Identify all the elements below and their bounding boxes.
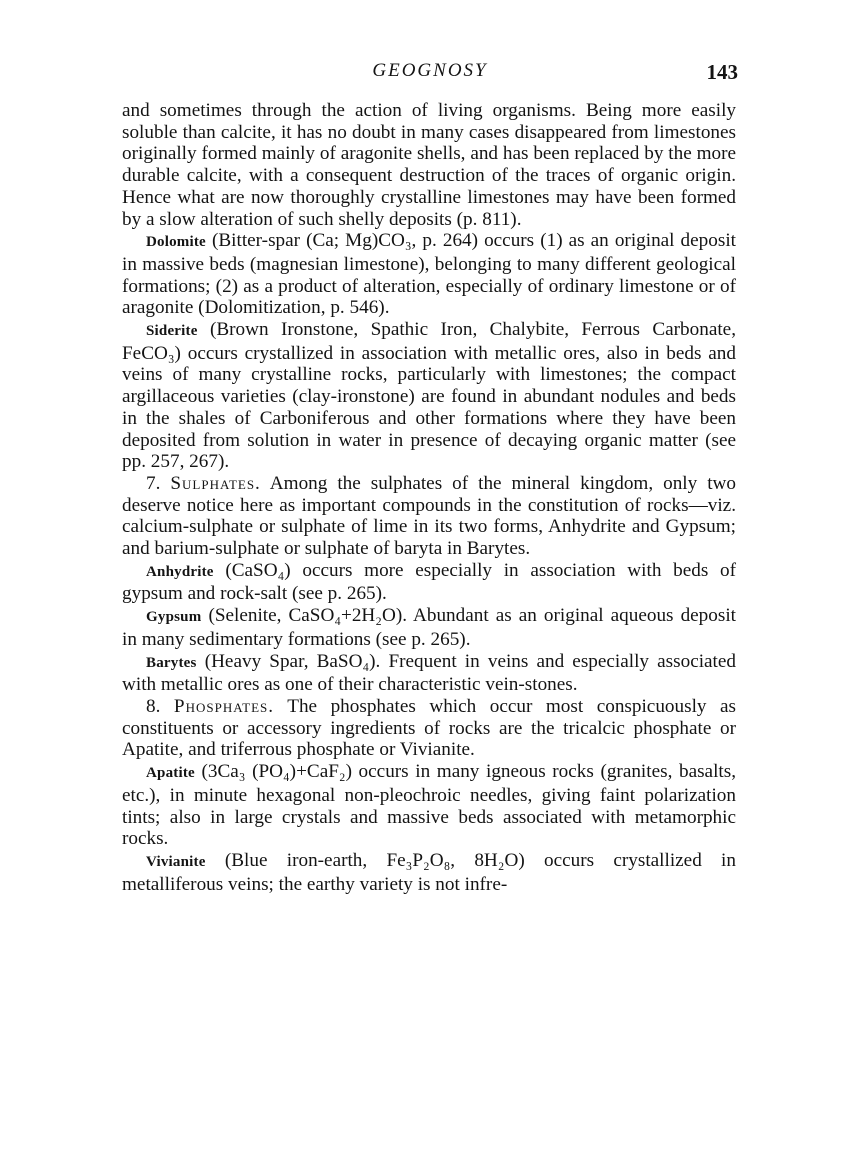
paragraph-text: and sometimes through the action of living organisms. Being more easily soluble than calcite, it has no doubt in many cases disappeared from limestones originally formed mainly of aragonite shells, and has been replaced by the more durable calcite, with a consequent destruction of the traces of organic origin. Hence what are now thoroughly crystalline limestones may have been formed by a slow alteration of such shelly deposits (p. 811). [122, 100, 736, 230]
section-heading-phosphates: Phosphates. [173, 695, 275, 717]
body-text [122, 100, 736, 895]
paragraph-dolomite [122, 230, 736, 319]
paragraph-vivianite [122, 850, 736, 895]
paragraph-apatite [122, 761, 736, 850]
paragraph-text: (Bitter-spar (Ca; Mg)CO₃, p. 264) occurs (1) as an original deposit in massive beds (magnesian limestone), belonging to many different geological formations; (2) as a product of alteration, especially of ordinary limestone or of aragonite (Dolomitization, p. 546). [122, 230, 736, 319]
paragraph-sulphates [122, 473, 736, 560]
paragraph-aragonite-continued [122, 100, 736, 230]
paragraph-text: (3Ca₃ (PO₄)+CaF₂) occurs in many igneous rocks (granites, basalts, etc.), in minute hexagonal non-pleochroic needles, giving faint polarization tints; also in large crystals and massive beds associated with metamorphic rocks. [122, 761, 736, 850]
paragraph-text: Among the sulphates of the mineral kingdom, only two deserve notice here as important compounds in the constitution of rocks—viz. calcium-sulphate or sulphate of lime in its two forms, Anhydrite and Gypsum; and barium-sulphate or sulphate of baryta in Barytes. [122, 472, 736, 560]
paragraph-anhydrite [122, 560, 736, 605]
paragraph-text: (Brown Ironstone, Spathic Iron, Chalybite, Ferrous Carbonate, FeCO₃) occurs crystallized in association with metallic ores, also in beds and veins of many crystalline rocks, particularly with limestones; the compact argillaceous varieties (clay-ironstone) are found in abundant nodules and beds in the shales of Carboniferous and other formations where they have been deposited from solution in water in presence of decaying organic matter (see pp. 257, 267). [122, 319, 736, 473]
mineral-term-apatite: Apatite [146, 765, 195, 782]
page-header [122, 60, 738, 90]
section-heading-sulphates: Sulphates. [170, 472, 261, 494]
mineral-term-anhydrite: Anhydrite [146, 563, 214, 580]
paragraph-siderite [122, 319, 736, 473]
section-number: 8. [146, 695, 161, 717]
paragraph-text: (CaSO₄) occurs more especially in association with beds of gypsum and rock-salt (see p. 265). [122, 559, 736, 605]
paragraph-text: (Blue iron-earth, Fe₃P₂O₈, 8H₂O) occurs crystallized in metalliferous veins; the earthy variety is not infre- [122, 849, 736, 895]
mineral-term-gypsum: Gypsum [146, 609, 202, 626]
paragraph-gypsum [122, 605, 736, 650]
paragraph-text: (Heavy Spar, BaSO₄). Frequent in veins and especially associated with metallic ores as one of their characteristic vein-stones. [122, 650, 736, 696]
paragraph-text: (Selenite, CaSO₄+2H₂O). Abundant as an original aqueous deposit in many sedimentary formations (see p. 265). [122, 605, 736, 650]
paragraph-phosphates [122, 696, 736, 761]
mineral-term-siderite: Siderite [146, 323, 198, 340]
mineral-term-vivianite: Vivianite [146, 853, 206, 870]
mineral-term-barytes: Barytes [146, 654, 197, 671]
paragraph-text: The phosphates which occur most conspicuously as constituents or accessory ingredients of rocks are the tricalcic phosphate or Apatite, and triferrous phosphate or Vivianite. [122, 695, 736, 761]
running-head: GEOGNOSY [372, 60, 488, 81]
paragraph-barytes [122, 651, 736, 696]
page-number: 143 [706, 60, 738, 84]
mineral-term-dolomite: Dolomite [146, 234, 206, 251]
section-number: 7. [146, 472, 161, 494]
